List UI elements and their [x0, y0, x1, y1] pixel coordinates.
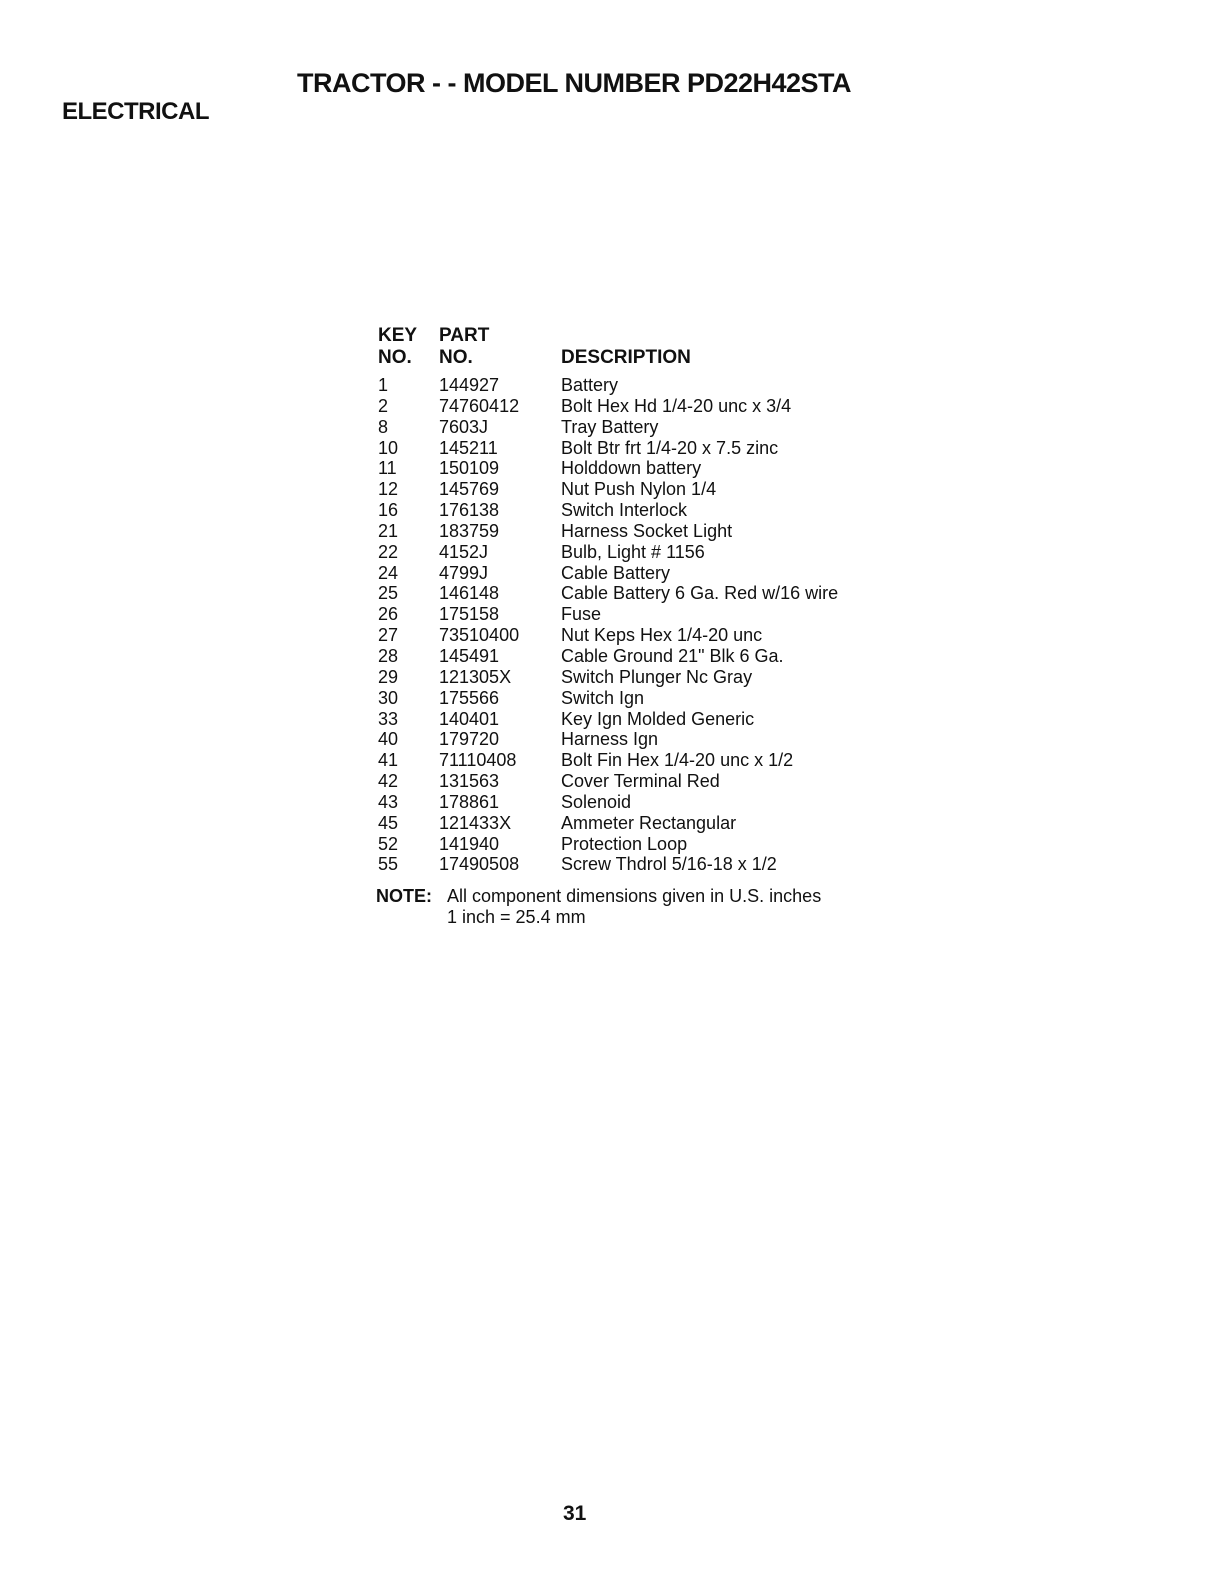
- key-no: 30: [378, 687, 399, 708]
- key-no: 25: [378, 583, 399, 604]
- part-no: 121305X: [439, 666, 512, 687]
- description: Harness Socket Light: [561, 520, 733, 541]
- key-no: 45: [378, 812, 399, 833]
- description: Bolt Btr frt 1/4-20 x 7.5 zinc: [561, 437, 779, 458]
- table-header-top: [378, 325, 921, 347]
- description: Solenoid: [561, 791, 632, 812]
- key-no: 11: [378, 458, 397, 479]
- key-no: 10: [378, 437, 399, 458]
- description: Tray Battery: [561, 416, 659, 437]
- key-no: 33: [378, 708, 399, 729]
- part-no: 145491: [439, 645, 500, 666]
- part-no: 121433X: [439, 812, 512, 833]
- description: Cover Terminal Red: [561, 771, 720, 792]
- key-no: 41: [378, 750, 399, 771]
- description: Bulb, Light # 1156: [561, 541, 705, 562]
- key-no: 55: [378, 854, 399, 875]
- key-no: 16: [378, 500, 399, 521]
- note: [376, 886, 821, 927]
- key-no: 12: [378, 479, 399, 500]
- table-row: [378, 396, 921, 417]
- description: Switch Ign: [561, 687, 645, 708]
- description: Holddown battery: [561, 458, 702, 479]
- description: Nut Push Nylon 1/4: [561, 479, 717, 500]
- part-no: 74760412: [439, 395, 520, 416]
- description: Nut Keps Hex 1/4-20 unc: [561, 625, 763, 646]
- part-no: 131563: [439, 771, 500, 792]
- key-no: 28: [378, 645, 399, 666]
- key-no: 8: [378, 416, 389, 437]
- page-title: TRACTOR - - MODEL NUMBER PD22H42STA: [297, 68, 852, 98]
- part-no: 175158: [439, 604, 500, 625]
- header-key: KEY: [378, 325, 418, 346]
- part-no: 73510400: [439, 625, 520, 646]
- key-no: 26: [378, 604, 399, 625]
- description: Battery: [561, 375, 619, 395]
- table-row: [378, 729, 921, 750]
- description: Protection Loop: [561, 833, 688, 854]
- note-label: NOTE:: [376, 886, 432, 906]
- table-row: [378, 813, 921, 834]
- table-row: [378, 792, 921, 813]
- part-no: 178861: [439, 791, 500, 812]
- table-row: [378, 375, 921, 396]
- table-row: [378, 854, 921, 875]
- part-no: 183759: [439, 520, 500, 541]
- description: Cable Battery: [561, 562, 671, 583]
- table-row: [378, 667, 921, 688]
- description: Cable Ground 21" Blk 6 Ga.: [561, 645, 784, 666]
- description: Switch Interlock: [561, 500, 688, 521]
- key-no: 24: [378, 562, 399, 583]
- table-row: [378, 625, 921, 646]
- part-no: 144927: [439, 375, 500, 395]
- table-row: [378, 604, 921, 625]
- table-row: [378, 834, 921, 855]
- part-no: 141940: [439, 833, 500, 854]
- key-no: 2: [378, 395, 389, 416]
- part-no: 145769: [439, 479, 500, 500]
- part-no: 179720: [439, 729, 500, 750]
- table-row: [378, 438, 921, 459]
- table-header-bottom: [378, 347, 921, 369]
- key-no: 40: [378, 729, 399, 750]
- part-no: 145211: [439, 437, 498, 458]
- part-no: 175566: [439, 687, 500, 708]
- part-no: 7603J: [439, 416, 489, 437]
- description: Key Ign Molded Generic: [561, 708, 755, 729]
- table-row: [378, 583, 921, 604]
- table-row: [378, 563, 921, 584]
- table-row: [378, 542, 921, 563]
- part-no: 176138: [439, 500, 500, 521]
- key-no: 27: [378, 625, 399, 646]
- table-row: [378, 500, 921, 521]
- description: Harness Ign: [561, 729, 659, 750]
- table-row: [378, 688, 921, 709]
- part-no: 17490508: [439, 854, 520, 875]
- key-no: 29: [378, 666, 399, 687]
- part-no: 140401: [439, 708, 500, 729]
- header-part: PART: [439, 325, 490, 346]
- part-no: 150109: [439, 458, 500, 479]
- table-row: [378, 417, 921, 438]
- description: Bolt Hex Hd 1/4-20 unc x 3/4: [561, 395, 792, 416]
- header-key-no: NO.: [378, 347, 412, 368]
- note-line-2: 1 inch = 25.4 mm: [447, 906, 586, 927]
- header-part-no: NO.: [439, 347, 473, 368]
- description: Switch Plunger Nc Gray: [561, 666, 753, 687]
- table-row: [378, 771, 921, 792]
- table-row: [378, 646, 921, 667]
- table-row: [378, 521, 921, 542]
- table-row: [378, 709, 921, 730]
- description: Cable Battery 6 Ga. Red w/16 wire: [561, 583, 839, 604]
- table-row: [378, 479, 921, 500]
- key-no: 1: [378, 375, 389, 395]
- key-no: 21: [378, 520, 399, 541]
- description: Screw Thdrol 5/16-18 x 1/2: [561, 854, 777, 875]
- part-no: 4799J: [439, 562, 489, 583]
- table-body: [378, 375, 921, 875]
- key-no: 22: [378, 541, 399, 562]
- table-row: [378, 750, 921, 771]
- table-row: [378, 458, 921, 479]
- description: Ammeter Rectangular: [561, 812, 737, 833]
- description: Bolt Fin Hex 1/4-20 unc x 1/2: [561, 750, 794, 771]
- page-number: 31: [563, 1502, 587, 1525]
- key-no: 52: [378, 833, 399, 854]
- description: Fuse: [561, 604, 602, 625]
- part-no: 71110408: [439, 750, 517, 771]
- section-label: ELECTRICAL: [62, 98, 209, 125]
- part-no: 4152J: [439, 541, 489, 562]
- note-line-1: All component dimensions given in U.S. inches: [447, 886, 822, 906]
- parts-table: [378, 325, 921, 875]
- part-no: 146148: [439, 583, 500, 604]
- header-description: DESCRIPTION: [561, 347, 691, 368]
- key-no: 42: [378, 771, 399, 792]
- key-no: 43: [378, 791, 399, 812]
